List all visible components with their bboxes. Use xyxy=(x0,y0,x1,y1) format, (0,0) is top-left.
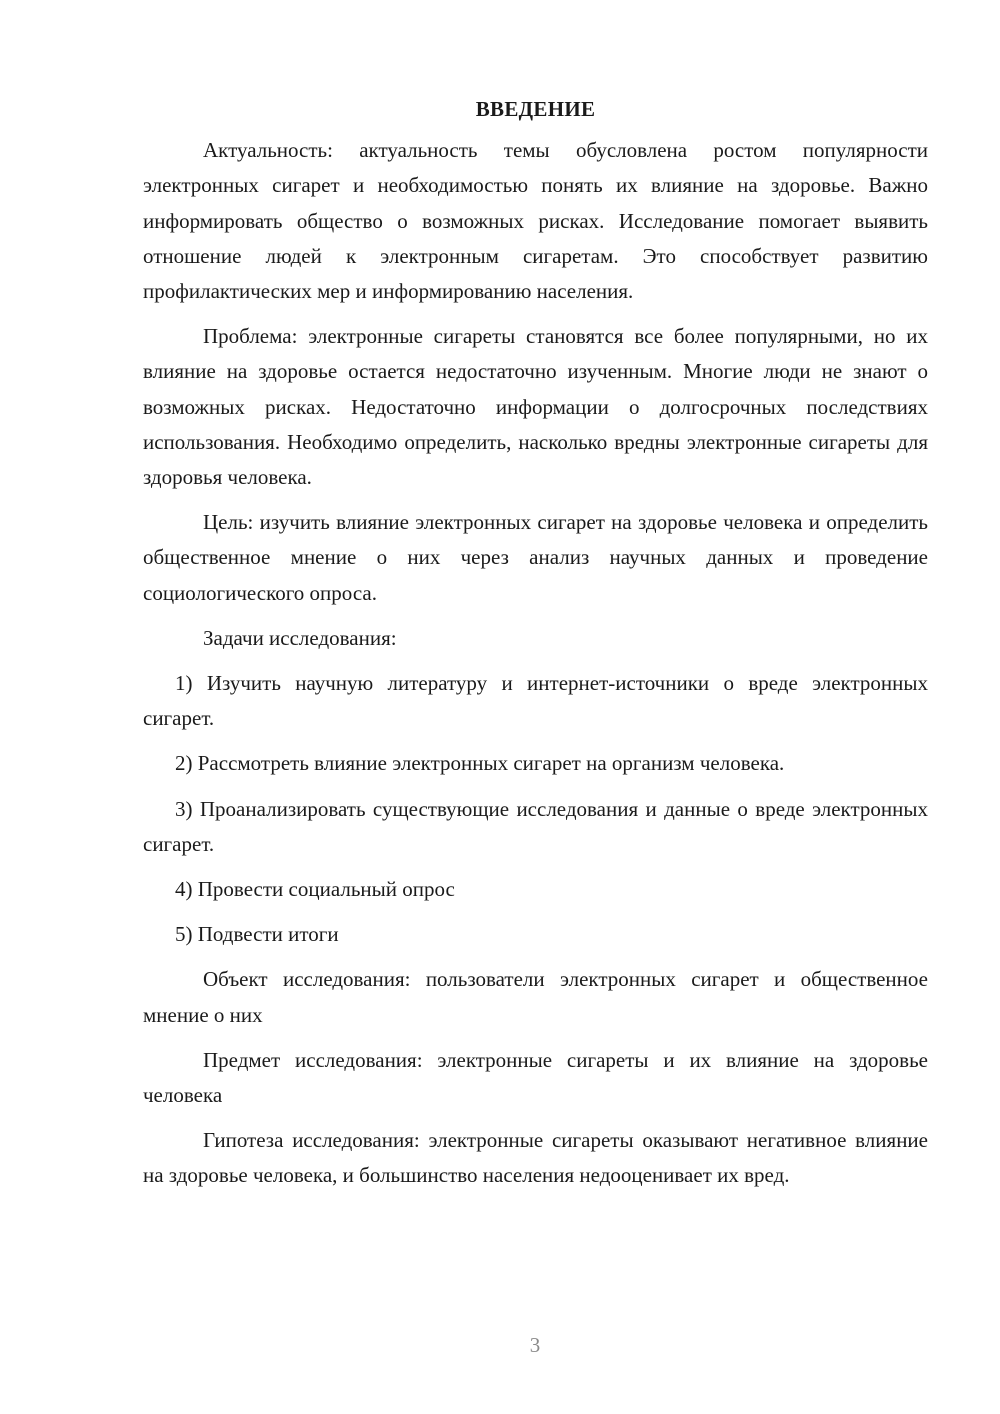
task-item: 1) Изучить научную литературу и интернет-источники о вреде электронных сигарет. xyxy=(143,671,928,731)
paragraph-goal: Цель: изучить влияние электронных сигарет на здоровье человека и определить общественное мнение о них через анализ научных данных и проведение социологического опроса. xyxy=(143,510,928,605)
section-title: ВВЕДЕНИЕ xyxy=(475,97,596,121)
task-item: 4) Провести социальный опрос xyxy=(175,877,455,902)
paragraph-hypothesis: Гипотеза исследования: электронные сигареты оказывают негативное влияние на здоровье человека, и большинство населения недооценивает их вред. xyxy=(143,1128,928,1188)
paragraph-object: Объект исследования: пользователи электронных сигарет и общественное мнение о них xyxy=(143,967,928,1027)
paragraph-subject: Предмет исследования: электронные сигареты и их влияние на здоровье человека xyxy=(143,1047,928,1108)
task-item: 2) Рассмотреть влияние электронных сигарет на организм человека. xyxy=(175,751,785,776)
paragraph-tasks-heading: Задачи исследования: xyxy=(203,625,397,650)
task-item: 3) Проанализировать существующие исследования и данные о вреде электронных сигарет. xyxy=(143,796,928,856)
document-page xyxy=(143,92,928,1204)
page-number: 3 xyxy=(529,1333,541,1357)
paragraph-relevance: Актуальность: актуальность темы обусловлена ростом популярности электронных сигарет и необходимостью понять их влияние на здоровье. Важно информировать общество о возможных рисках. Исследование помогает выявить отношение людей к электронным сигаретам. Это способствует развитию профилактических мер и информированию населения. xyxy=(143,138,928,304)
task-item: 5) Подвести итоги xyxy=(175,922,339,947)
paragraph-problem: Проблема: электронные сигареты становятся все более популярными, но их влияние на здоровье остается недостаточно изученным. Многие люди не знают о возможных рисках. Недостаточно информации о долгосрочных последствиях использования. Необходимо определить, насколько вредны электронные сигареты для здоровья человека. xyxy=(143,324,928,490)
